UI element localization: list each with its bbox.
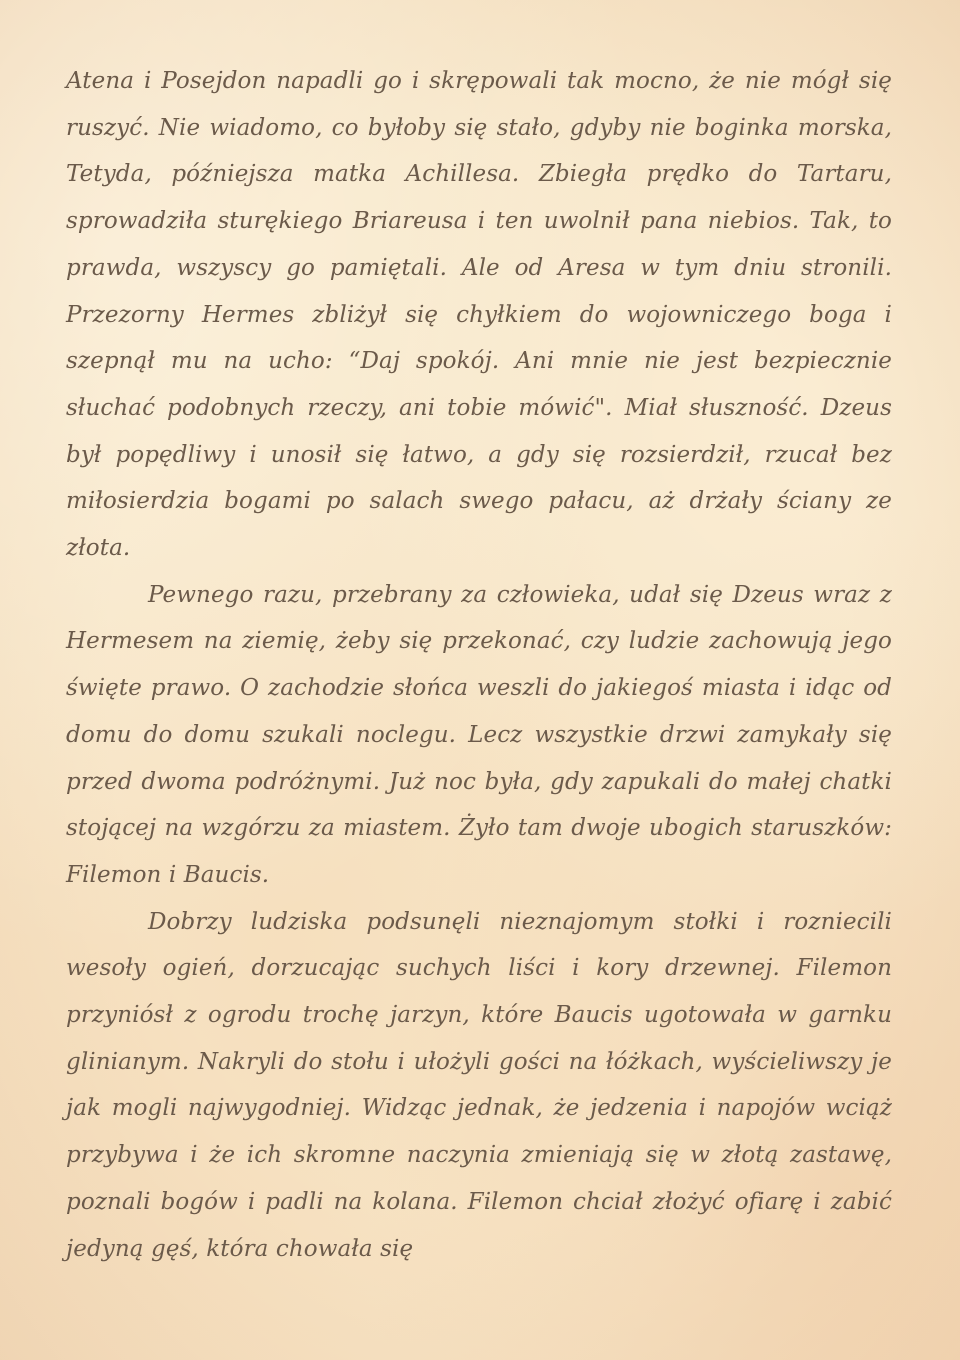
story-text xyxy=(66,58,892,1272)
paragraph-2: Pewnego razu, przebrany za człowieka, udał się Dzeus wraz z Hermesem na ziemię, żeby się przekonać, czy ludzie zachowują jego święte prawo. O zachodzie słońca weszli do jakiegoś miasta i idąc od domu do domu szukali noclegu. Lecz wszystkie drzwi zamykały się przed dwoma podróżnymi. Już noc była, gdy zapukali do małej chatki stojącej na wzgórzu za miastem. Żyło tam dwoje ubogich staruszków: Filemon i Baucis. xyxy=(66,581,892,888)
paragraph-3: Dobrzy ludziska podsunęli nieznajomym stołki i rozniecili wesoły ogień, dorzucając suchych liści i kory drzewnej. Filemon przyniósł z ogrodu trochę jarzyn, które Baucis ugotowała w garnku glinianym. Nakryli do stołu i ułożyli gości na łóżkach, wyścieliwszy je jak mogli najwygodniej. Widząc jednak, że jedzenia i napojów wciąż przybywa i że ich skromne naczynia zmieniają się w złotą zastawę, poznali bogów i padli na kolana. Filemon chciał złożyć ofiarę i zabić jedyną gęś, która chowała się xyxy=(66,908,892,1262)
paragraph-1: Atena i Posejdon napadli go i skrępowali tak mocno, że nie mógł się ruszyć. Nie wiadomo, co byłoby się stało, gdyby nie boginka morska, Tetyda, późniejsza matka Achillesa. Zbiegła prędko do Tartaru, sprowadziła sturękiego Briareusa i ten uwolnił pana niebios. Tak, to prawda, wszyscy go pamiętali. Ale od Aresa w tym dniu stronili. Przezorny Hermes zbliżył się chyłkiem do wojowniczego boga i szepnął mu na ucho: “Daj spokój. Ani mnie nie jest bezpiecznie słuchać podobnych rzeczy, ani tobie mówić". Miał słuszność. Dzeus był popędliwy i unosił się łatwo, a gdy się rozsierdził, rzucał bez miłosierdzia bogami po salach swego pałacu, aż drżały ściany ze złota. xyxy=(66,68,892,562)
